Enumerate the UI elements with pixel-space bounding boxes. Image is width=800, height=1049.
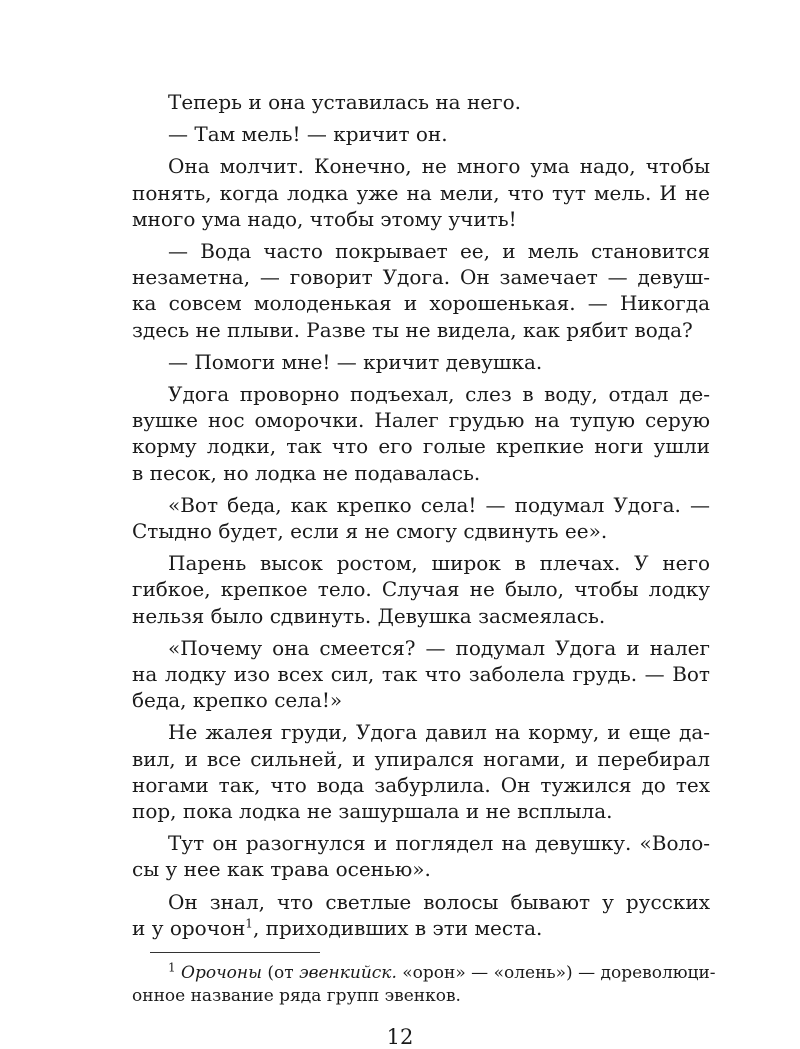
footnote-term: Орочоны (181, 963, 262, 983)
footnote-reference[interactable]: 1 (245, 916, 253, 931)
footnote-line: онное название ряда групп эвенков. (132, 986, 461, 1006)
text-line: сы у нее как трава осенью». (132, 857, 431, 882)
text-fragment: и у орочон (132, 915, 246, 940)
footnote-text: (от (261, 963, 300, 983)
text-line: Тут он разогнулся и поглядел на девушку. «Воло- (168, 831, 710, 856)
text-line: — Вода часто покрывает ее, и мель становится (168, 239, 710, 263)
footnote-line (168, 960, 716, 984)
text-line: в песок, но лодка не подавалась. (132, 460, 481, 485)
text-line: беда, крепко села!» (132, 688, 343, 713)
text-line: Стыдно будет, если я не смогу сдвинуть ее». (132, 519, 608, 543)
text-fragment: , приходивших в эти места. (252, 915, 543, 940)
text-line: здесь не плыви. Разве ты не видела, как рябит вода? (132, 317, 693, 342)
text-line: гибкое, крепкое тело. Случая не было, чтобы лодку (132, 577, 710, 602)
text-line: Теперь и она уставилась на него. (168, 90, 522, 114)
text-line: вушке нос оморочки. Налег грудью на тупую серую (132, 408, 710, 433)
footnote-text: «орон» — «олень») — дореволюци- (396, 963, 716, 983)
footnote-divider (150, 952, 320, 953)
text-line: Не жалея груди, Удога давил на корму, и еще да- (168, 720, 710, 745)
text-line: «Почему она смеется? — подумал Удога и налег (168, 635, 710, 660)
text-line: Она молчит. Конечно, не много ума надо, чтобы (168, 154, 710, 179)
text-line: много ума надо, чтобы этому учить! (132, 206, 517, 231)
text-line (132, 916, 710, 940)
text-line: «Вот беда, как крепко села! — подумал Удога. — (168, 492, 710, 517)
text-line: на лодку изо всех сил, так что заболела грудь. — Вот (132, 662, 710, 686)
text-line: ногами так, что вода забурлила. Он тужился до тех (132, 772, 710, 797)
text-line: Удога проворно подъехал, слез в воду, отдал де- (168, 382, 710, 406)
text-line: незаметна, — говорит Удога. Он замечает — девуш- (132, 265, 710, 290)
text-line: — Там мель! — кричит он. (168, 122, 448, 147)
footnote-abbr: эвенкийск. (299, 963, 397, 983)
text-line: нельзя было сдвинуть. Девушка засмеялась. (132, 603, 606, 628)
text-line: вил, и все сильней, и упирался ногами, и перебирал (132, 746, 710, 771)
page-number: 12 (386, 1025, 414, 1049)
footnote-marker: 1 (168, 960, 176, 975)
text-line: пор, пока лодка не зашуршала и не всплыла. (132, 799, 613, 823)
text-line: ка совсем молоденькая и хорошенькая. — Никогда (132, 291, 710, 316)
text-line: Парень высок ростом, широк в плечах. У него (168, 551, 710, 576)
text-line: — Помоги мне! — кричит девушка. (168, 349, 543, 374)
text-line: корму лодки, так что его голые крепкие ноги ушли (132, 434, 710, 459)
text-line: Он знал, что светлые волосы бывают у русских (168, 889, 710, 914)
text-line: понять, когда лодка уже на мели, что тут мель. И не (132, 180, 710, 205)
